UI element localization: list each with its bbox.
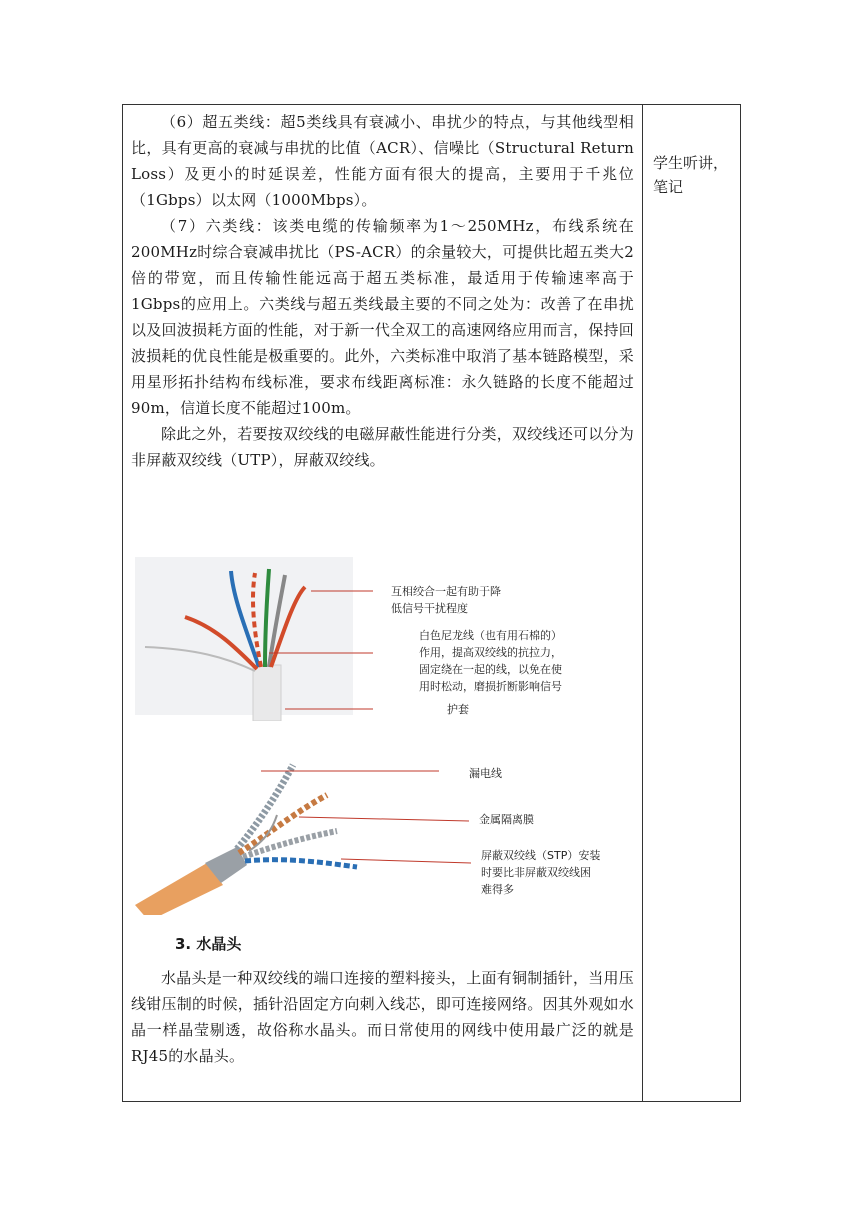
annotation-jacket: 护套 [447, 703, 469, 716]
rj45-content [131, 965, 634, 1069]
annotation-nylon: 白色尼龙线（也有用石棉的） 作用，提高双绞线的抗拉力， 固定绕在一起的线，以免在使 用时松动，磨损折断影响信号 [419, 629, 562, 693]
utp-cable-figure [135, 557, 635, 721]
paragraph-shielding: 除此之外，若要按双绞线的电磁屏蔽性能进行分类，双绞线还可以分为非屏蔽双绞线（UTP），屏蔽双绞线。 [131, 425, 634, 469]
annotation-foil: 金属隔离膜 [479, 813, 534, 826]
side-note: 学生听讲，笔记 [653, 154, 729, 196]
section-heading: 3. 水晶头 [175, 935, 242, 953]
column-divider [642, 105, 643, 1101]
annotation-drain-wire: 漏电线 [469, 767, 502, 780]
annotation-twist: 互相绞合一起有助于降 低信号干扰程度 [391, 585, 501, 615]
paragraph-rj45: 水晶头是一种双绞线的端口连接的塑料接头，上面有铜制插针，当用压线钳压制的时候，插针沿固定方向刺入线芯，即可连接网络。因其外观如水晶一样晶莹剔透，故俗称水晶头。而日常使用的网线中使用最广泛的就是RJ45的水晶头。 [131, 969, 634, 1065]
main-content [131, 109, 634, 473]
annotation-stp: 屏蔽双绞线（STP）安装 时要比非屏蔽双绞线困 难得多 [481, 849, 601, 896]
paragraph-cat6: （7）六类线：该类电缆的传输频率为1～250MHz，布线系统在200MHz时综合衰减串扰比（PS-ACR）的余量较大，可提供比超五类大2倍的带宽，而且传输性能远高于超五类标准，最适用于传输速率高于1Gbps的应用上。六类线与超五类线最主要的不同之处为：改善了在串扰以及回波损耗方面的性能，对于新一代全双工的高速网络应用而言，保持回波损耗的优良性能是极重要的。此外，六类标准中取消了基本链路模型，采用星形拓扑结构布线标准，要求布线距离标准：永久链路的长度不能超过90m，信道长度不能超过100m。 [131, 217, 634, 417]
paragraph-cat5e: （6）超五类线：超5类线具有衰减小、串扰少的特点，与其他线型相比，具有更高的衰减与串扰的比值（ACR）、信噪比（Structural Return Loss）及更小的时延误差，性能方面有很大的提高，主要用于千兆位（1Gbps）以太网（1000Mbps）。 [131, 113, 634, 209]
lesson-table [122, 104, 741, 1102]
stp-cable-figure [127, 755, 637, 915]
